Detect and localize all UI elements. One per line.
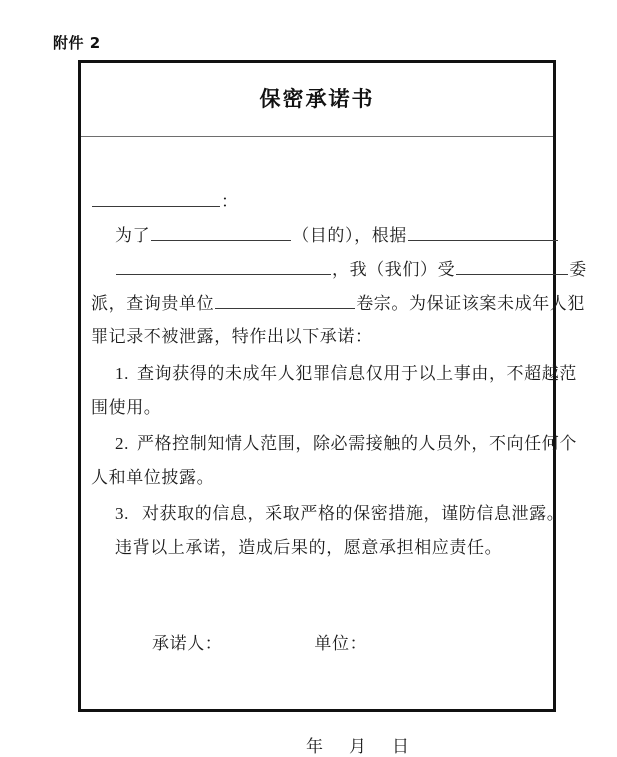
- clause-2-line-1: [115, 435, 577, 452]
- we-text: ，我（我们）受: [332, 260, 456, 279]
- date-row: [306, 732, 409, 757]
- clause-3-text-a: 对获取的信息，采取严格的保密措施，谨防信息泄露。: [141, 504, 565, 523]
- salutation-colon: ：: [221, 192, 239, 211]
- page-title: 保密承诺书: [259, 87, 375, 111]
- clause-2-text-a: 严格控制知情人范围，除必需接触的人员外，不向任何个: [136, 434, 577, 453]
- query-prefix-text: 派，查询贵单位: [91, 294, 215, 313]
- date-year-label: 年: [306, 737, 323, 756]
- signature-row: [152, 629, 367, 654]
- date-month-label: 月: [349, 737, 366, 756]
- clause-3-number: 3.: [115, 504, 129, 523]
- legal-basis-blank-1[interactable]: [408, 226, 558, 241]
- clause-1-line-2: 围使用。: [91, 398, 162, 417]
- form-box: [78, 60, 587, 756]
- body-line-1: [115, 226, 559, 244]
- unit-label: 单位：: [314, 634, 368, 653]
- clause-3-line-2: 违背以上承诺，造成后果的，愿意承担相应责任。: [115, 538, 503, 557]
- date-day-label: 日: [392, 737, 409, 756]
- recipient-blank[interactable]: [92, 192, 220, 207]
- query-suffix-text: 卷宗。为保证该案未成年人犯: [356, 294, 586, 313]
- salutation-line: [91, 192, 239, 210]
- clause-2-number: 2.: [115, 434, 129, 453]
- promisor-label: 承诺人：: [152, 634, 223, 653]
- entrusting-party-blank[interactable]: [456, 260, 568, 275]
- attachment-label: 附件 2: [53, 34, 101, 52]
- clause-1-text-a: 查询获得的未成年人犯罪信息仅用于以上事由，不超越范: [136, 364, 577, 383]
- case-file-blank[interactable]: [215, 294, 355, 309]
- clause-2-line-2: 人和单位披露。: [91, 468, 215, 487]
- title-header-band: [81, 63, 553, 137]
- body-line-2: [115, 260, 587, 278]
- entrust-tail-text: 委: [569, 260, 587, 279]
- clause-1-line-1: [115, 365, 577, 382]
- body-line-4: 罪记录不被泄露，特作出以下承诺：: [91, 327, 373, 346]
- legal-basis-blank-2[interactable]: [116, 260, 331, 275]
- clause-1-number: 1.: [115, 364, 129, 383]
- purpose-suffix-text: （目的），根据: [292, 226, 407, 245]
- purpose-blank[interactable]: [151, 226, 291, 241]
- purpose-prefix-text: 为了: [115, 226, 151, 245]
- body-line-3: [91, 294, 585, 312]
- clause-3-line-1: [115, 505, 564, 522]
- document-body: [81, 137, 587, 756]
